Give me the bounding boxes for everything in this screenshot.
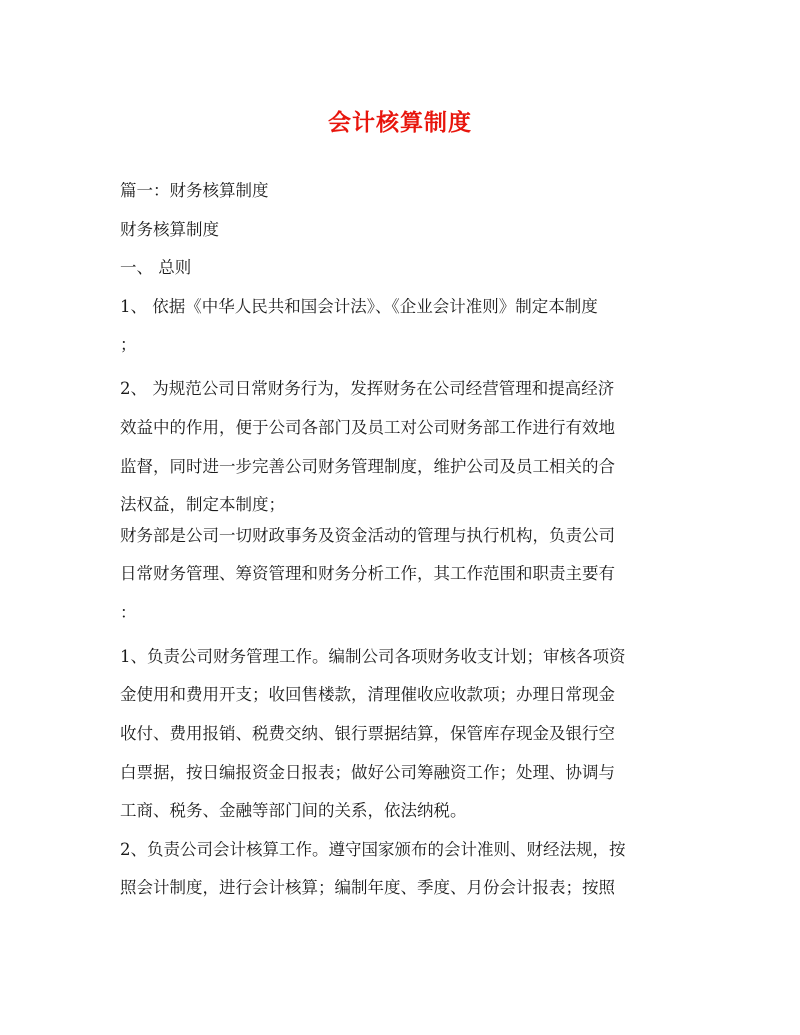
paragraph-line: 1、负责公司财务管理工作。编制公司各项财务收支计划；审核各项资: [120, 646, 626, 666]
paragraph-line: ：: [120, 602, 137, 622]
paragraph-line: 2、 为规范公司日常财务行为，发挥财务在公司经营管理和提高经济: [120, 379, 615, 399]
document-body: [120, 176, 688, 912]
document-title: 会计核算制度: [328, 109, 472, 136]
paragraph-line: 2、负责公司会计核算工作。遵守国家颁布的会计准则、财经法规，按: [120, 839, 626, 859]
paragraph-line: 金使用和费用开支；收回售楼款，清理催收应收款项；办理日常现金: [120, 685, 615, 705]
paragraph-line: 工商、税务、金融等部门间的关系，依法纳税。: [120, 801, 467, 821]
paragraph-line: 收付、费用报销、税费交纳、银行票据结算，保管库存现金及银行空: [120, 724, 615, 744]
paragraph-line: 一、 总则: [120, 258, 192, 278]
paragraph-line: 财务部是公司一切财政事务及资金活动的管理与执行机构，负责公司: [120, 525, 615, 545]
paragraph-line: 1、 依据《中华人民共和国会计法》、《企业会计准则》制定本制度: [120, 296, 598, 316]
paragraph-line: 法权益，制定本制度；: [120, 495, 285, 515]
paragraph-line: 日常财务管理、筹资管理和财务分析工作，其工作范围和职责主要有: [120, 564, 615, 584]
paragraph-line: 白票据，按日编报资金日报表；做好公司筹融资工作；处理、协调与: [120, 762, 615, 782]
paragraph-line: ；: [120, 335, 137, 355]
paragraph-line: 财务核算制度: [120, 219, 219, 239]
paragraph-line: 监督，同时进一步完善公司财务管理制度，维护公司及员工相关的合: [120, 456, 615, 476]
paragraph-line: 篇一：财务核算制度: [120, 181, 269, 200]
paragraph-line: 照会计制度，进行会计核算；编制年度、季度、月份会计报表；按照: [120, 878, 615, 898]
paragraph-line: 效益中的作用，便于公司各部门及员工对公司财务部工作进行有效地: [120, 417, 615, 437]
